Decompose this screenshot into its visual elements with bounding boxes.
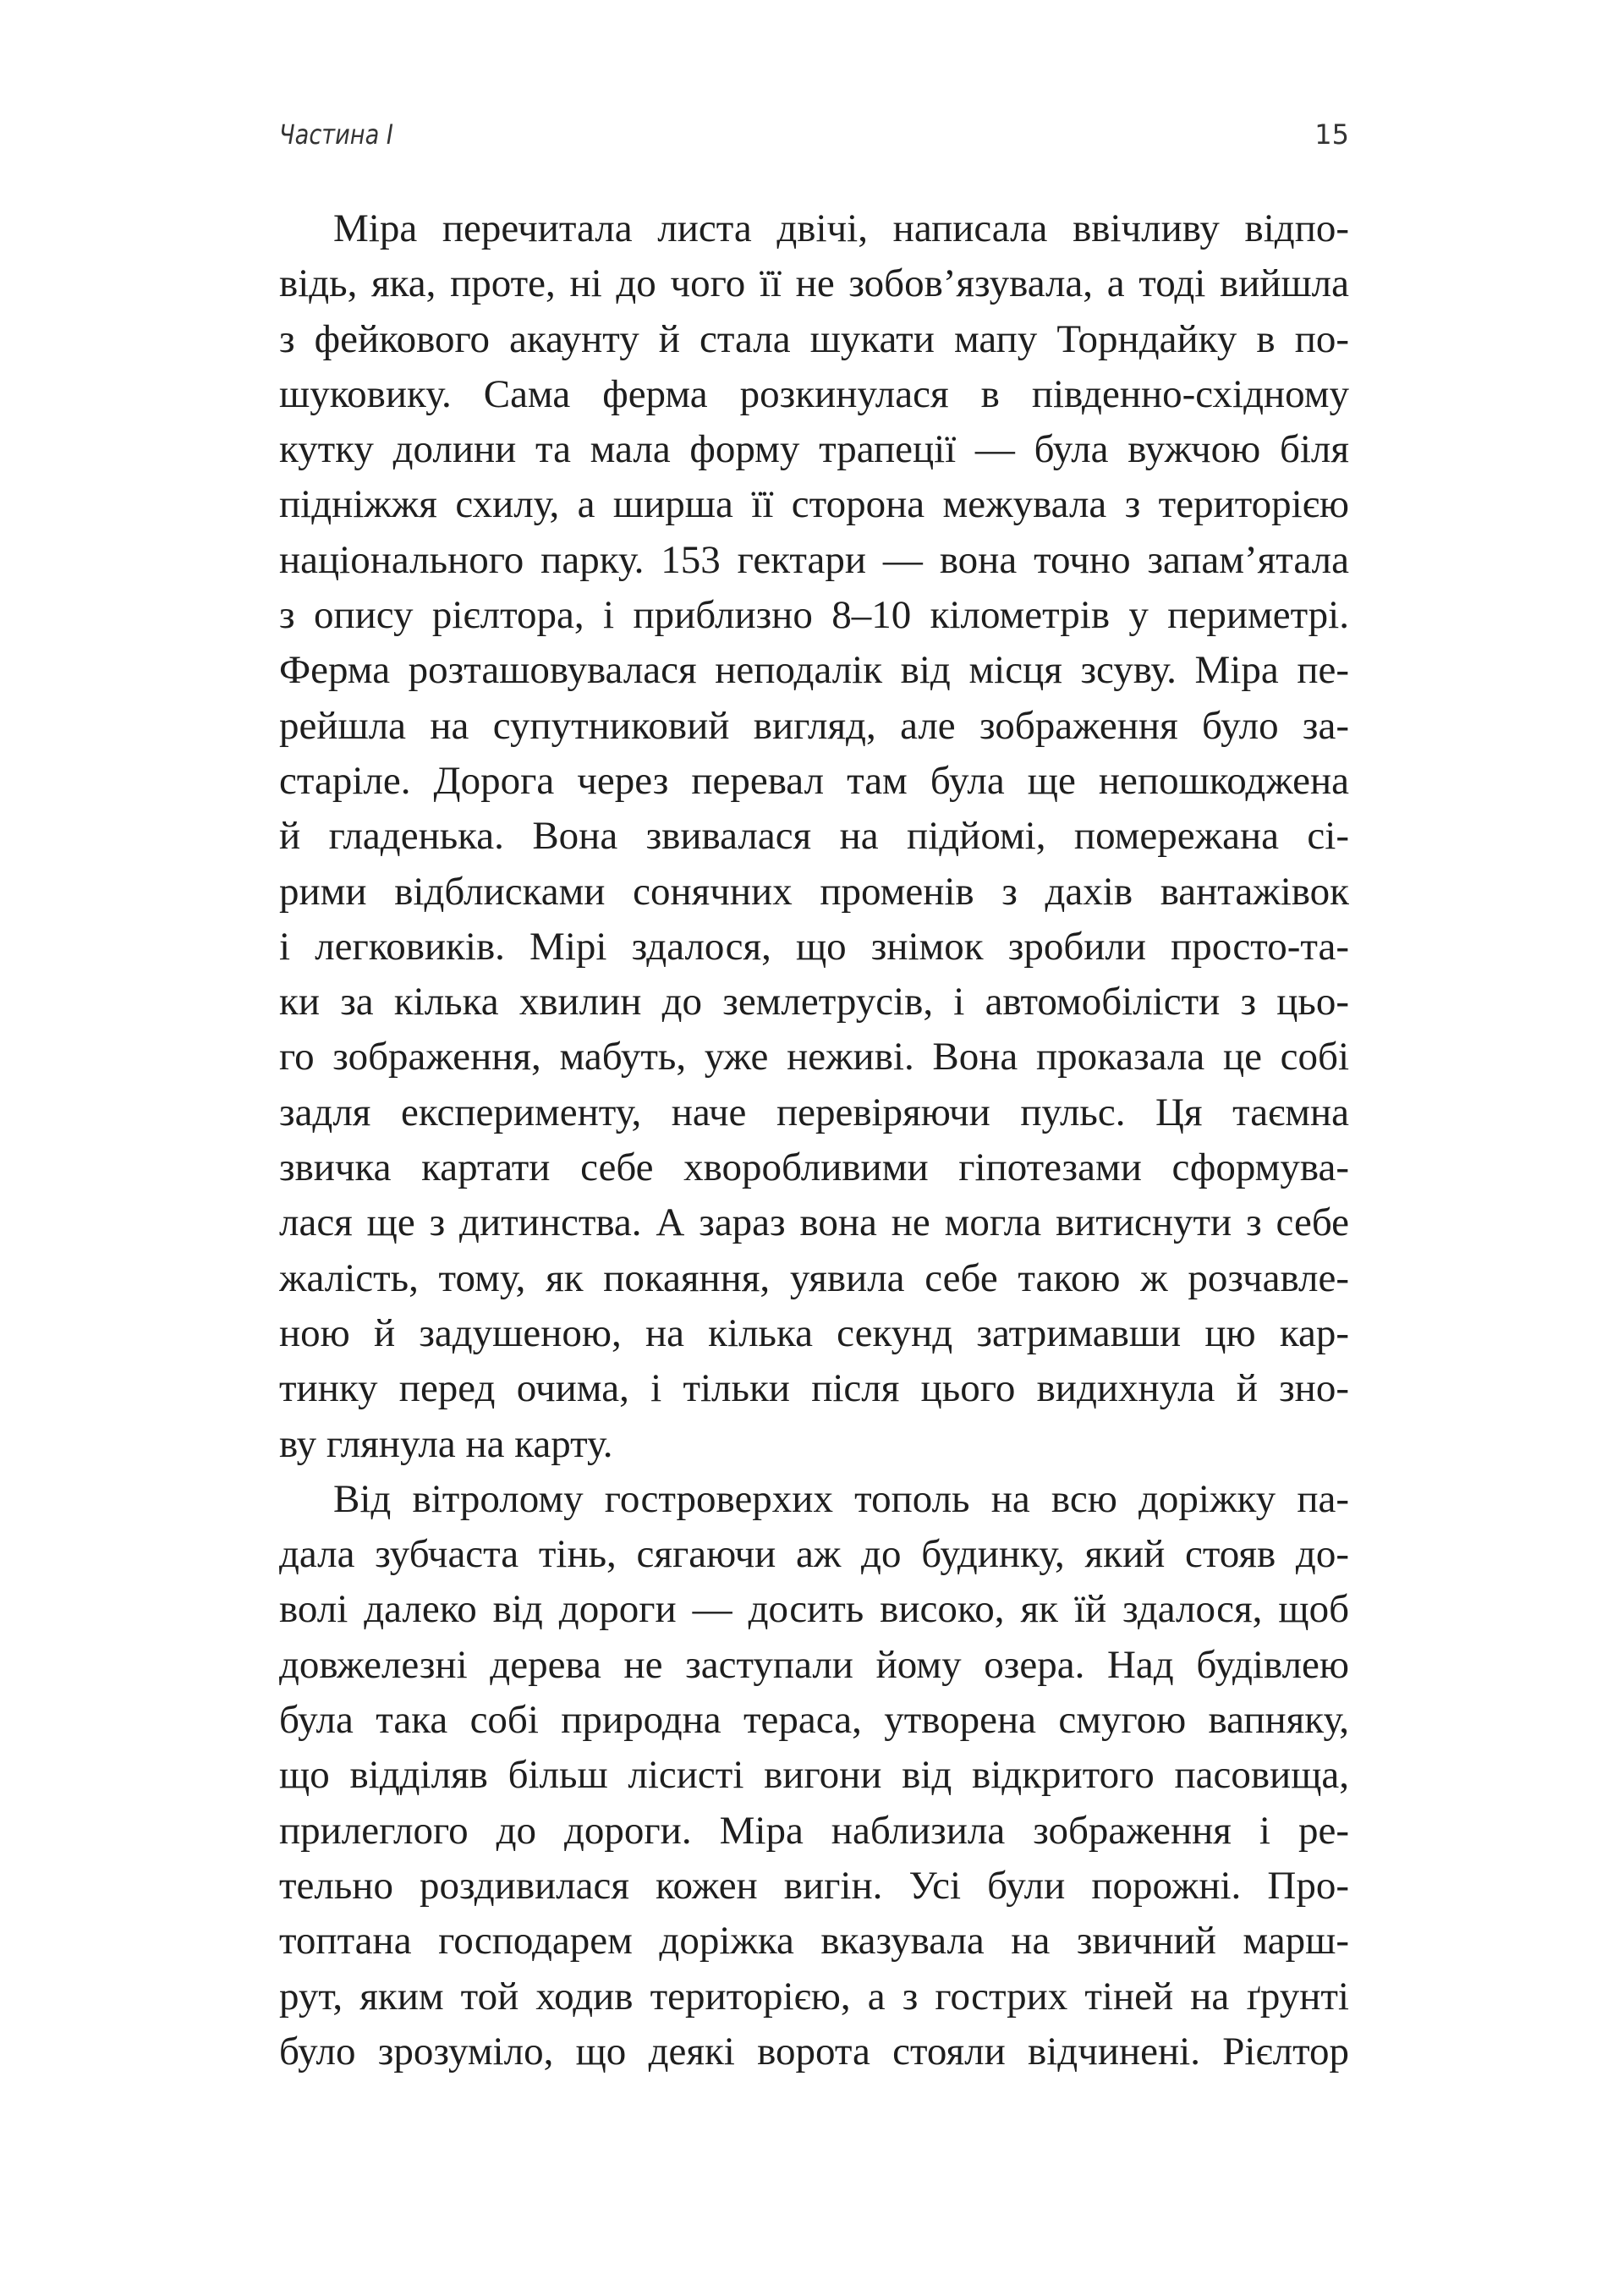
- text-line: довжелезні дерева не заступали йому озера. Над будівлею: [279, 1642, 1349, 1687]
- text-line: дала зубчаста тінь, сягаючи аж до будинку, який стояв до-: [279, 1532, 1349, 1577]
- text-line: шуковику. Сама ферма розкинулася в південно-східному: [279, 371, 1349, 416]
- text-line: Ферма розташовувалася неподалік від місця зсуву. Міра пе-: [279, 648, 1349, 693]
- text-line: ву глянула на карту.: [279, 1421, 613, 1466]
- text-line: рейшла на супутниковий вигляд, але зображення було за-: [279, 703, 1349, 748]
- paragraph: [279, 1472, 1349, 2079]
- text-line: ною й задушеною, на кілька секунд затримавши цю кар-: [279, 1310, 1349, 1355]
- text-line: лася ще з дитинства. А зараз вона не могла витиснути з себе: [279, 1200, 1349, 1245]
- body-text: [279, 201, 1349, 2079]
- text-line: волі далеко від дороги — досить високо, як їй здалося, щоб: [279, 1587, 1349, 1632]
- text-line: що відділяв більш лісисті вигони від відкритого пасовища,: [279, 1753, 1349, 1798]
- text-line: з фейкового акаунту й стала шукати мапу Торндайку в по-: [279, 316, 1349, 361]
- text-line: звичка картати себе хворобливими гіпотезами сформува-: [279, 1145, 1349, 1190]
- text-line: з опису рієлтора, і приблизно 8–10 кілометрів у периметрі.: [279, 593, 1349, 638]
- text-line: підніжжя схилу, а ширша її сторона межувала з територією: [279, 482, 1349, 527]
- text-line: й гладенька. Вона звивалася на підйомі, помережана сі-: [279, 814, 1349, 859]
- text-line: топтана господарем доріжка вказувала на звичний марш-: [279, 1919, 1349, 1964]
- text-line: рут, яким той ходив територією, а з гострих тіней на ґрунті: [279, 1974, 1349, 2019]
- text-line: відь, яка, проте, ні до чого її не зобов’язувала, а тоді вийшла: [279, 261, 1349, 306]
- text-line: кутку долини та мала форму трапеції — була вужчою біля: [279, 427, 1349, 472]
- text-line: Від вітролому гостроверхих тополь на всю доріжку па-: [333, 1476, 1349, 1521]
- text-line: тельно роздивилася кожен вигін. Усі були порожні. Про-: [279, 1863, 1349, 1908]
- text-line: було зрозуміло, що деякі ворота стояли відчинені. Рієлтор: [279, 2029, 1349, 2074]
- page-number: 15: [1314, 118, 1349, 151]
- text-line: і легковиків. Мірі здалося, що знімок зробили просто-та-: [279, 924, 1349, 969]
- paragraph: [279, 201, 1349, 1472]
- running-title: Частина I: [279, 118, 393, 151]
- text-line: задля експерименту, наче перевіряючи пульс. Ця таємна: [279, 1090, 1349, 1134]
- text-line: старіле. Дорога через перевал там була ще непошкоджена: [279, 758, 1349, 803]
- text-line: була така собі природна тераса, утворена смугою вапняку,: [279, 1698, 1349, 1743]
- text-line: Міра перечитала листа двічі, написала ввічливу відпо-: [333, 206, 1349, 250]
- text-line: національного парку. 153 гектари — вона точно запам’ятала: [279, 537, 1349, 582]
- text-line: тинку перед очима, і тільки після цього видихнула й зно-: [279, 1366, 1349, 1411]
- running-header: [279, 118, 1349, 161]
- text-line: прилеглого до дороги. Міра наблизила зображення і ре-: [279, 1808, 1349, 1853]
- text-line: жалість, тому, як покаяння, уявила себе такою ж розчавле-: [279, 1255, 1349, 1300]
- text-line: рими відблисками сонячних променів з дахів вантажівок: [279, 869, 1349, 914]
- text-line: го зображення, мабуть, уже неживі. Вона проказала це собі: [279, 1035, 1349, 1079]
- text-line: ки за кілька хвилин до землетрусів, і автомобілісти з цьо-: [279, 980, 1349, 1024]
